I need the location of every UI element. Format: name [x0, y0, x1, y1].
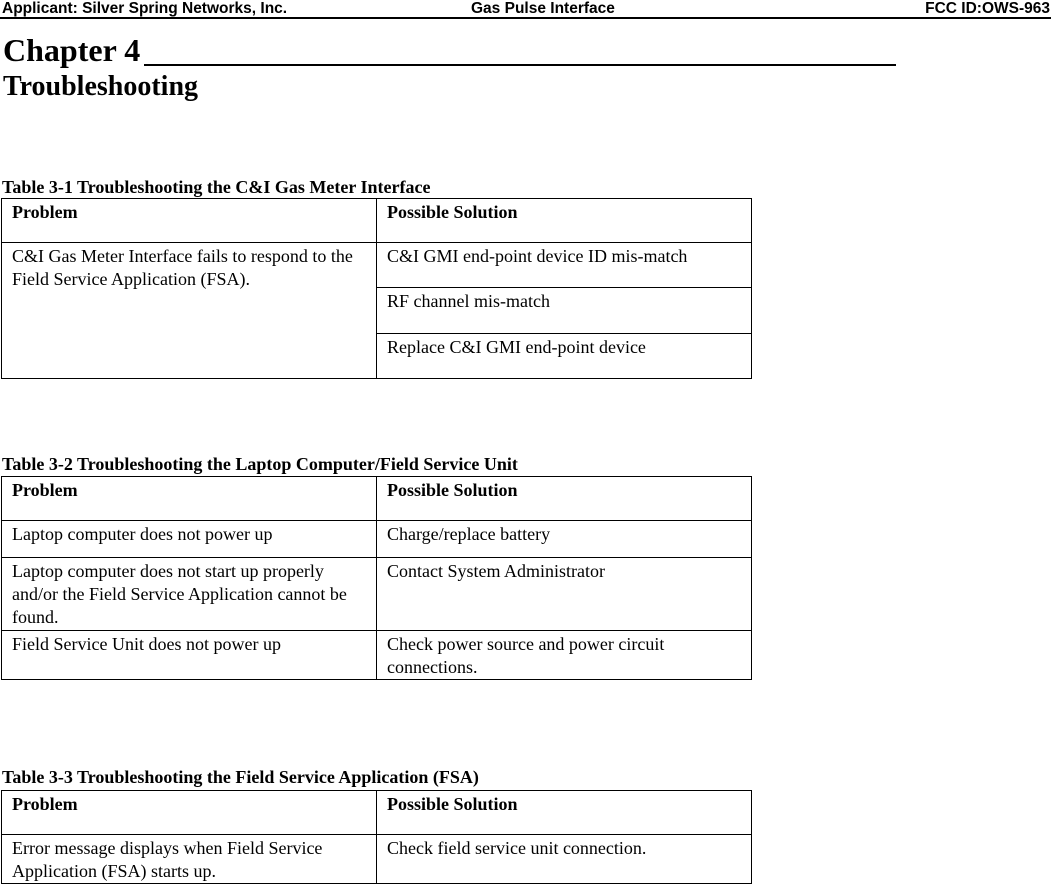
chapter-heading	[3, 31, 140, 69]
column-header: Possible Solution	[377, 791, 752, 835]
column-header: Possible Solution	[377, 477, 752, 521]
table-caption: Table 3-3 Troubleshooting the Field Service Application (FSA)	[2, 767, 479, 787]
column-header: Possible Solution	[377, 199, 752, 243]
solution-cell: C&I GMI end-point device ID mis-match	[377, 243, 752, 288]
table-header-row	[2, 477, 752, 521]
table-caption: Table 3-1 Troubleshooting the C&I Gas Meter Interface	[2, 177, 431, 197]
problem-cell: C&I Gas Meter Interface fails to respond to the Field Service Application (FSA).	[2, 243, 377, 379]
solution-cell: Check field service unit connection.	[377, 835, 752, 884]
product-name: Gas Pulse Interface	[471, 0, 615, 17]
table-row	[2, 631, 752, 680]
chapter-title: Chapter 4	[3, 32, 141, 68]
table-header-row	[2, 791, 752, 835]
column-header: Problem	[2, 199, 377, 243]
table-row	[2, 558, 752, 631]
fcc-id: FCC ID:OWS-963	[925, 0, 1050, 17]
solution-cell: Charge/replace battery	[377, 521, 752, 558]
table-row	[2, 243, 752, 288]
column-header: Problem	[2, 477, 377, 521]
troubleshooting-table-gmi	[1, 198, 752, 379]
problem-cell: Laptop computer does not power up	[2, 521, 377, 558]
applicant-text: Applicant: Silver Spring Networks, Inc.	[2, 0, 288, 17]
chapter-subtitle: Troubleshooting	[3, 71, 199, 102]
table-row	[2, 835, 752, 884]
column-header: Problem	[2, 791, 377, 835]
problem-cell: Error message displays when Field Service Application (FSA) starts up.	[2, 835, 377, 884]
problem-cell: Field Service Unit does not power up	[2, 631, 377, 680]
solution-cell: Check power source and power circuit connections.	[377, 631, 752, 680]
troubleshooting-table-laptop	[1, 476, 752, 680]
troubleshooting-table-fsa	[1, 790, 752, 884]
solution-cell: Contact System Administrator	[377, 558, 752, 631]
solution-cell: Replace C&I GMI end-point device	[377, 334, 752, 379]
problem-cell: Laptop computer does not start up properly and/or the Field Service Application cannot be found.	[2, 558, 377, 631]
table-caption: Table 3-2 Troubleshooting the Laptop Computer/Field Service Unit	[2, 454, 518, 474]
table-row	[2, 521, 752, 558]
chapter-rule	[144, 64, 896, 66]
solution-cell: RF channel mis-match	[377, 288, 752, 334]
page-header	[0, 0, 1051, 19]
table-header-row	[2, 199, 752, 243]
